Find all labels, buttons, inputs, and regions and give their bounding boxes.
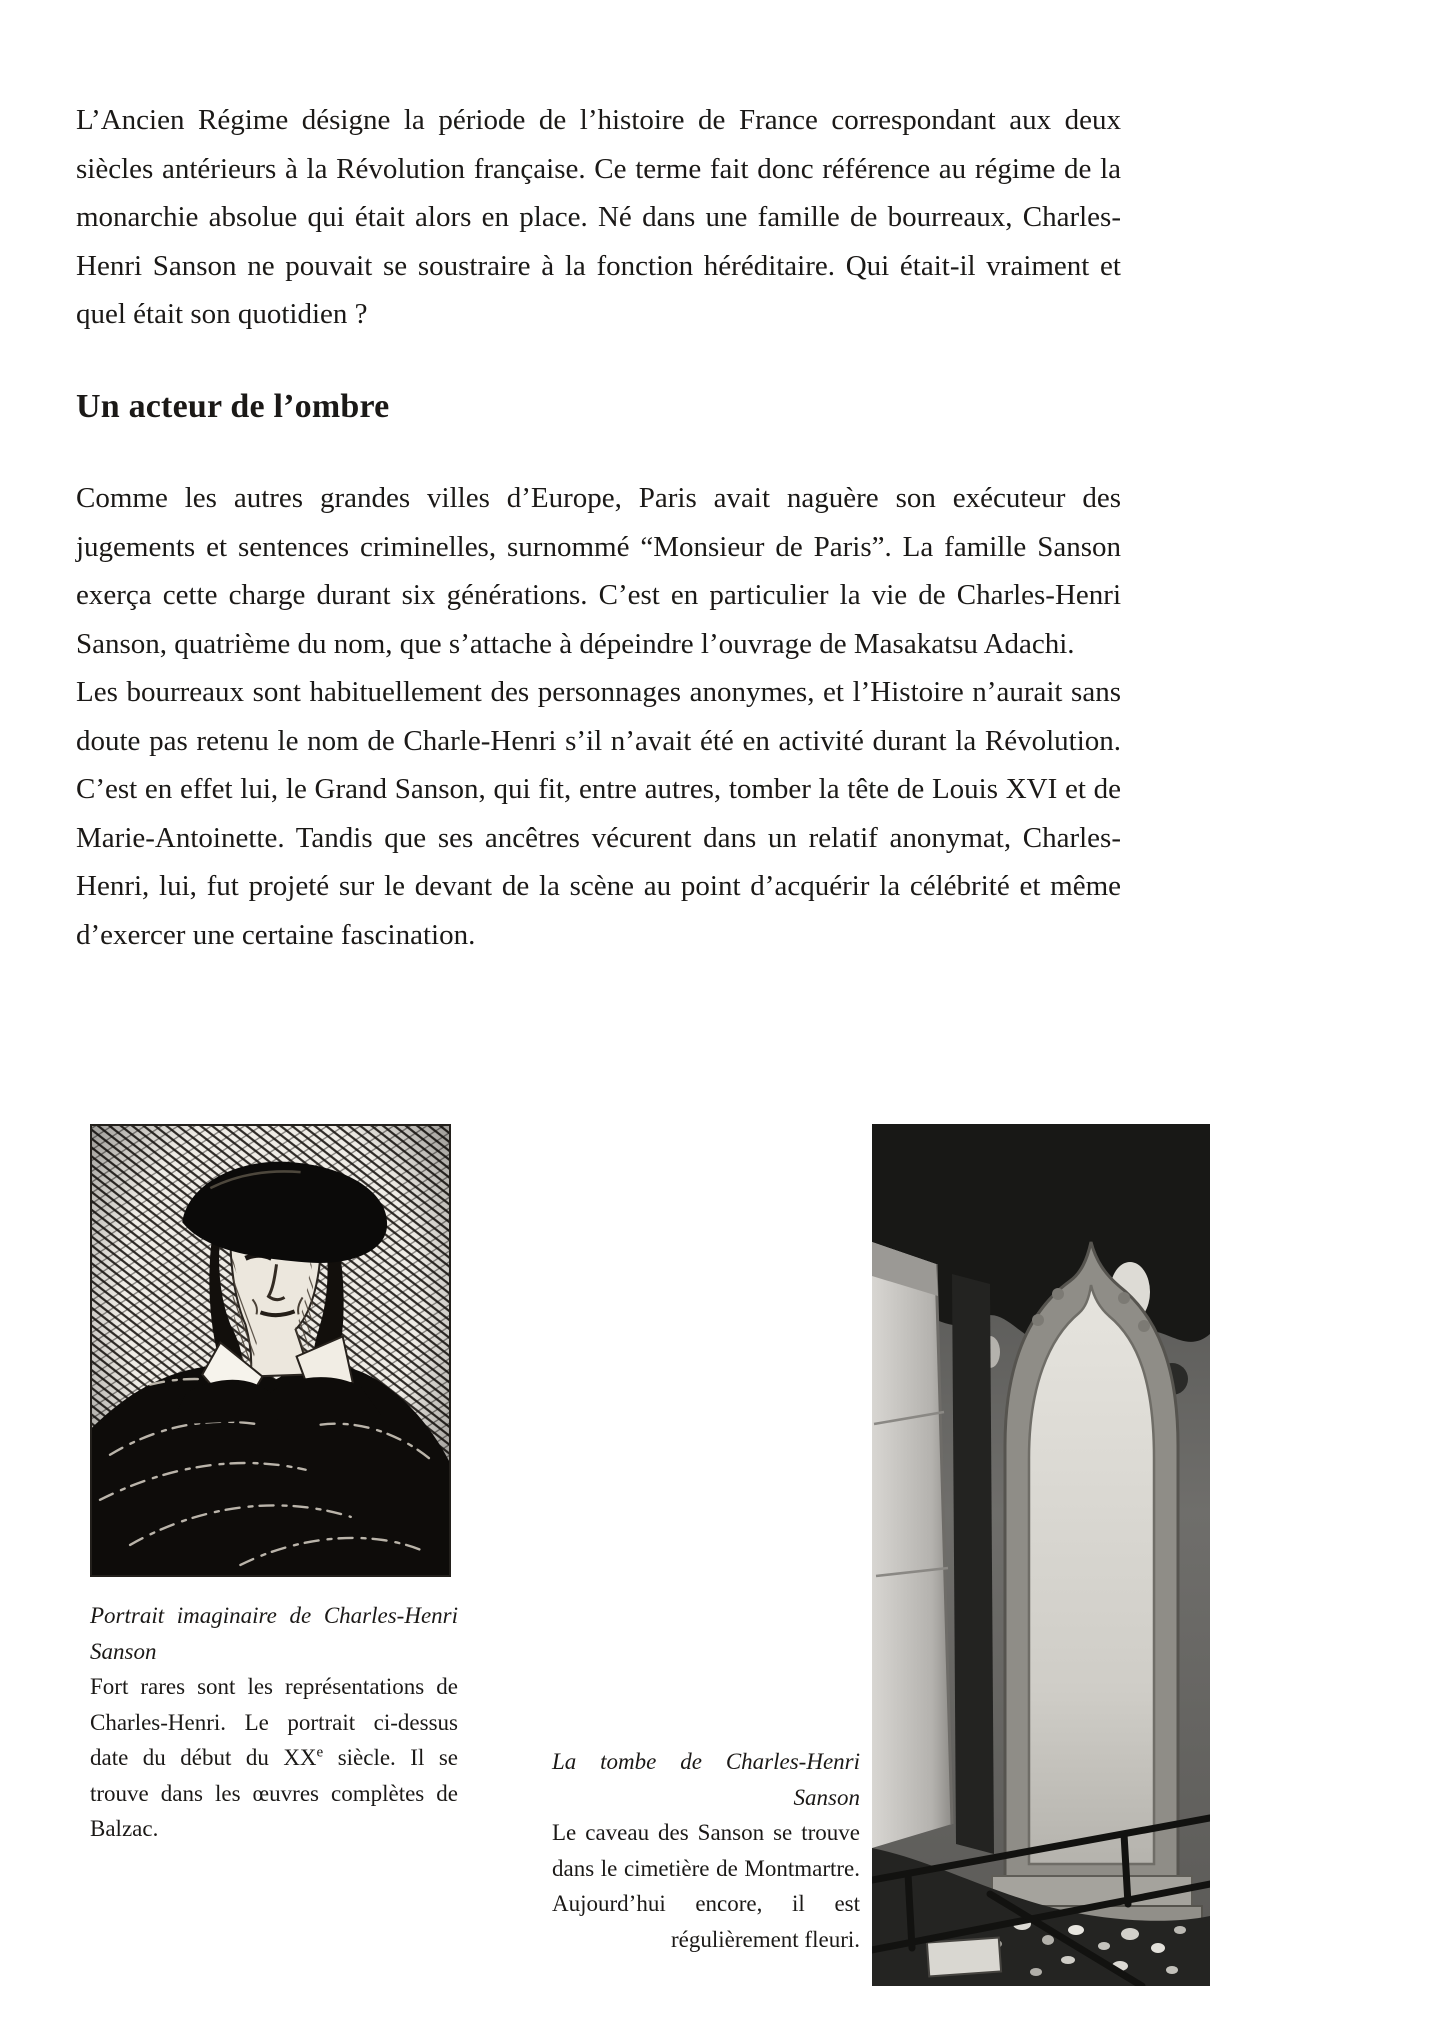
portrait-caption-superscript: e — [316, 1744, 324, 1761]
portrait-caption-text-end: siècle. Il se trouve dans les œuvres complètes de Balzac. — [90, 1745, 458, 1841]
tomb-figure — [872, 1124, 1210, 1986]
tomb-photo-image — [872, 1124, 1210, 1986]
tomb-caption-body: Le caveau des Sanson se trouve dans le cimetière de Montmartre. Aujourd’hui encore, il est régulièrement fleuri. — [552, 1820, 860, 1952]
body-paragraph-1: Comme les autres grandes villes d’Europe, Paris avait naguère son exécuteur des jugements et sentences criminelles, surnommé “Monsieur de Paris”. La famille Sanson exerça cette charge durant six générations. C’est en particulier la vie de Charles-Henri Sanson, quatrième du nom, que s’attache à dépeindre l’ouvrage de Masakatsu Adachi. — [76, 482, 1121, 660]
portrait-engraving-image — [90, 1124, 451, 1577]
portrait-figure — [90, 1124, 451, 1577]
tomb-caption — [552, 1744, 860, 1957]
tomb-caption-title: La tombe de Charles-Henri Sanson — [552, 1749, 860, 1810]
body-text — [76, 474, 1121, 959]
portrait-caption — [90, 1598, 458, 1847]
portrait-caption-title: Portrait imaginaire de Charles-Henri Sanson — [90, 1603, 458, 1664]
section-heading: Un acteur de l’ombre — [76, 388, 390, 425]
portrait-caption-body — [90, 1669, 458, 1847]
body-paragraph-2: Les bourreaux sont habituellement des personnages anonymes, et l’Histoire n’aurait sans doute pas retenu le nom de Charle-Henri s’il n’avait été en activité durant la Révolution. C’est en effet lui, le Grand Sanson, qui fit, entre autres, tomber la tête de Louis XVI et de Marie-Antoinette. Tandis que ses ancêtres vécurent dans un relatif anonymat, Charles-Henri, lui, fut projeté sur le devant de la scène au point d’acquérir la célébrité et même d’exercer une certaine fascination. — [76, 676, 1121, 951]
portrait-caption-text-start: Fort rares sont les représentations de Charles-Henri. Le portrait ci-dessus date du début du XX — [90, 1674, 458, 1770]
intro-paragraph: L’Ancien Régime désigne la période de l’histoire de France correspondant aux deux siècles antérieurs à la Révolution française. Ce terme fait donc référence au régime de la monarchie absolue qui était alors en place. Né dans une famille de bourreaux, Charles-Henri Sanson ne pouvait se soustraire à la fonction héréditaire. Qui était-il vraiment et quel était son quotidien ? — [76, 104, 1121, 330]
